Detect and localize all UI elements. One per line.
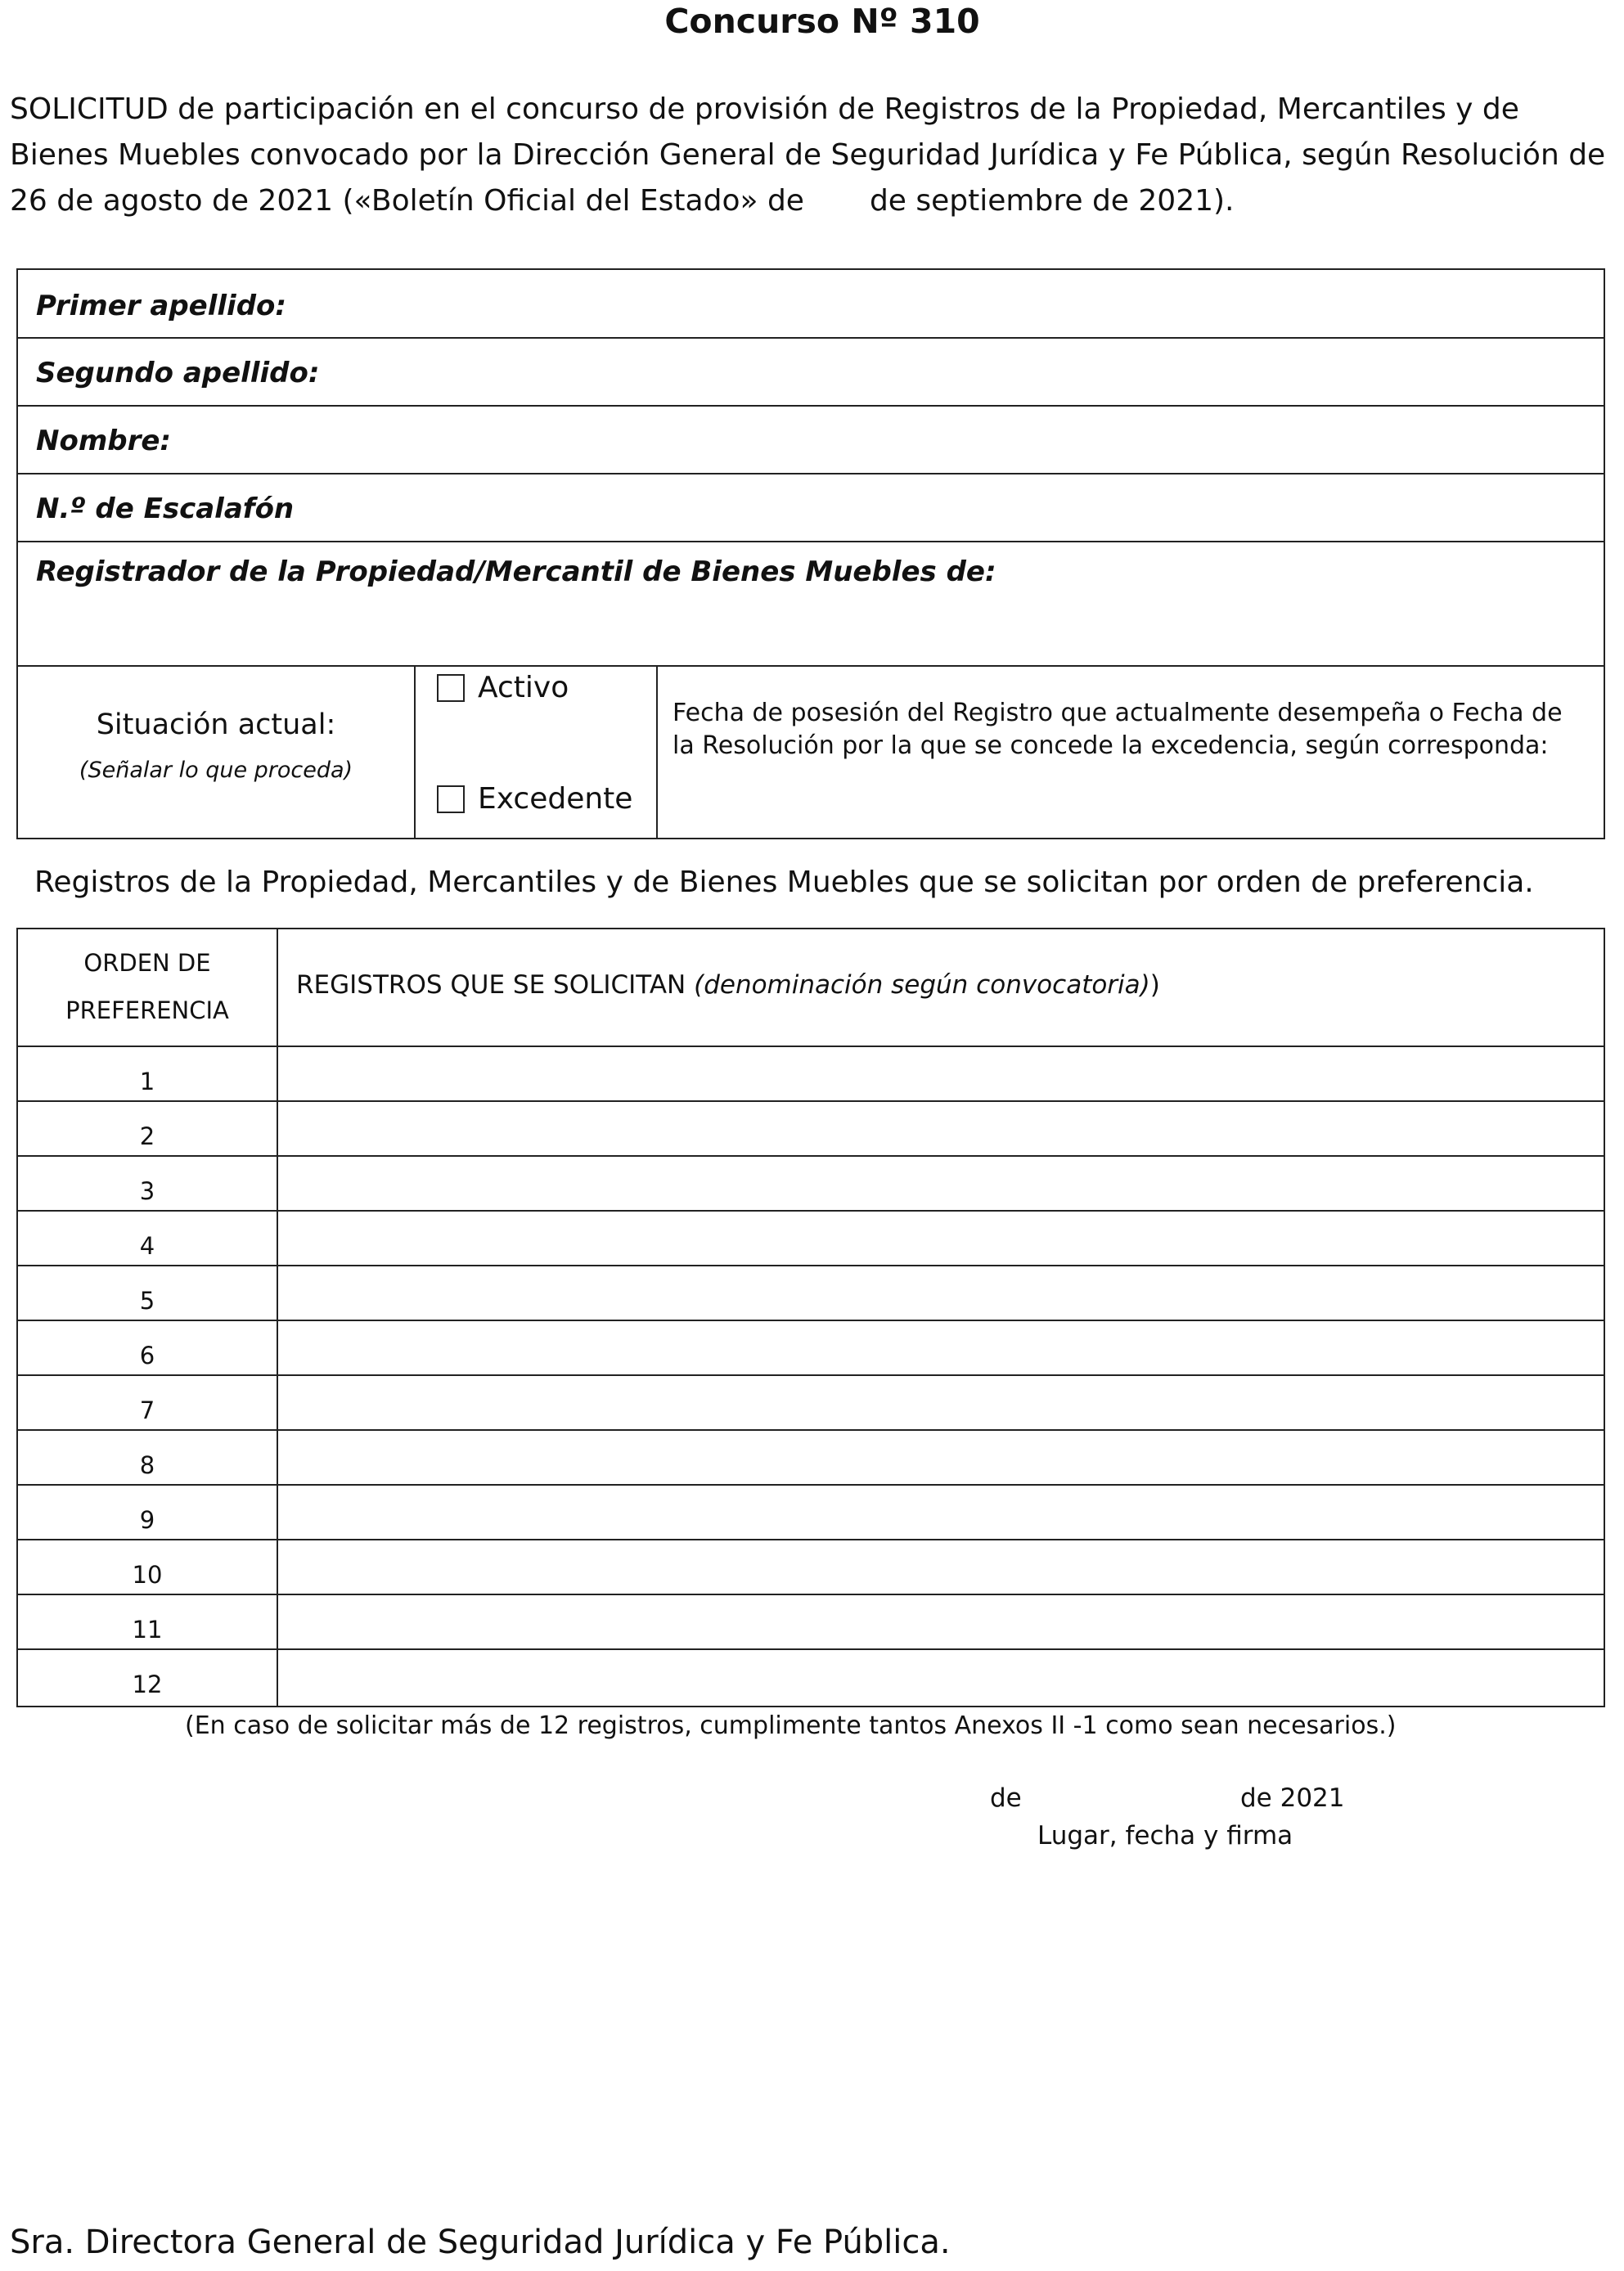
label-excedente: Excedente [478, 782, 633, 816]
header-registros-text: REGISTROS QUE SE SOLICITAN [296, 970, 686, 1000]
registro-input-cell[interactable] [278, 1650, 1604, 1703]
situacion-hint: (Señalar lo que proceda) [79, 758, 353, 783]
label-registrador: Registrador de la Propiedad/Mercantil de Bienes Muebles de: [36, 555, 996, 588]
row-number: 6 [139, 1342, 155, 1369]
checkbox-excedente[interactable] [437, 785, 465, 813]
row-registrador[interactable] [18, 542, 1604, 667]
registro-input-cell[interactable] [278, 1321, 1604, 1374]
addressee-footer: Sra. Directora General de Seguridad Jurídica y Fe Pública. [10, 2224, 951, 2261]
label-activo: Activo [478, 671, 569, 704]
header-orden [18, 939, 277, 1034]
signature-year: de 2021 [1240, 1783, 1345, 1813]
divider [414, 667, 416, 839]
label-nombre: Nombre: [36, 425, 172, 457]
row-number: 1 [139, 1068, 155, 1095]
row-number: 5 [139, 1287, 155, 1315]
row-number: 3 [139, 1177, 155, 1205]
personal-data-box [16, 268, 1605, 839]
row-number: 2 [139, 1122, 155, 1150]
registro-input-cell[interactable] [278, 1540, 1604, 1594]
header-orden-line2: PREFERENCIA [65, 996, 229, 1024]
registro-input-cell[interactable] [278, 1431, 1604, 1484]
registro-input-cell[interactable] [278, 1376, 1604, 1429]
row-number: 10 [132, 1561, 163, 1589]
row-primer-apellido[interactable] [18, 270, 1604, 339]
divider [656, 667, 658, 839]
row-number: 7 [139, 1396, 155, 1424]
registro-input-cell[interactable] [278, 1595, 1604, 1648]
signature-de: de [990, 1783, 1022, 1813]
checkbox-activo[interactable] [437, 674, 465, 702]
row-nombre[interactable] [18, 407, 1604, 474]
registro-input-cell[interactable] [278, 1486, 1604, 1539]
intro-text: SOLICITUD de participación en el concurso de provisión de Registros de la Propiedad, Mercantiles y de Bienes Muebles convocado por la Dirección General de Seguridad Jurídica y Fe Pública, según Resolución de 26 de agosto de 2021 («Boletín Oficial del Estado» de [10, 92, 1606, 218]
intro-text-end: de septiembre de 2021). [869, 184, 1235, 218]
row-number: 12 [132, 1671, 163, 1698]
registro-input-cell[interactable] [278, 1047, 1604, 1100]
signature-caption: Lugar, fecha y firma [1037, 1821, 1293, 1851]
header-registros-italic: (denominación según convocatoria) [694, 970, 1150, 1000]
situacion-label: Situación actual: [96, 708, 336, 741]
fecha-posesion-text: Fecha de posesión del Registro que actualmente desempeña o Fecha de la Resolución por la que se concede la excedencia, según corresponda: [673, 699, 1563, 760]
label-escalafon: N.º de Escalafón [36, 492, 295, 525]
registros-note: (En caso de solicitar más de 12 registros, cumplimente tantos Anexos II -1 como sean necesarios.) [185, 1711, 1397, 1740]
registro-input-cell[interactable] [278, 1212, 1604, 1265]
row-escalafon[interactable] [18, 474, 1604, 542]
header-orden-line1: ORDEN DE [83, 949, 211, 977]
registro-input-cell[interactable] [278, 1102, 1604, 1155]
registro-input-cell[interactable] [278, 1266, 1604, 1320]
row-number: 11 [132, 1616, 163, 1644]
header-registros-close: ) [1149, 970, 1160, 1000]
registro-input-cell[interactable] [278, 1157, 1604, 1210]
header-registros [296, 970, 1160, 1000]
document-title: Concurso Nº 310 [664, 2, 980, 41]
row-number: 4 [139, 1232, 155, 1260]
row-segundo-apellido[interactable] [18, 339, 1604, 407]
registros-section-title: Registros de la Propiedad, Mercantiles y de Bienes Muebles que se solicitan por orden de preferencia. [34, 866, 1534, 899]
row-number: 8 [139, 1451, 155, 1479]
row-number: 9 [139, 1506, 155, 1534]
intro-paragraph [10, 87, 1613, 224]
label-segundo-apellido: Segundo apellido: [36, 357, 320, 389]
registros-table [16, 928, 1605, 1707]
label-primer-apellido: Primer apellido: [36, 290, 286, 322]
